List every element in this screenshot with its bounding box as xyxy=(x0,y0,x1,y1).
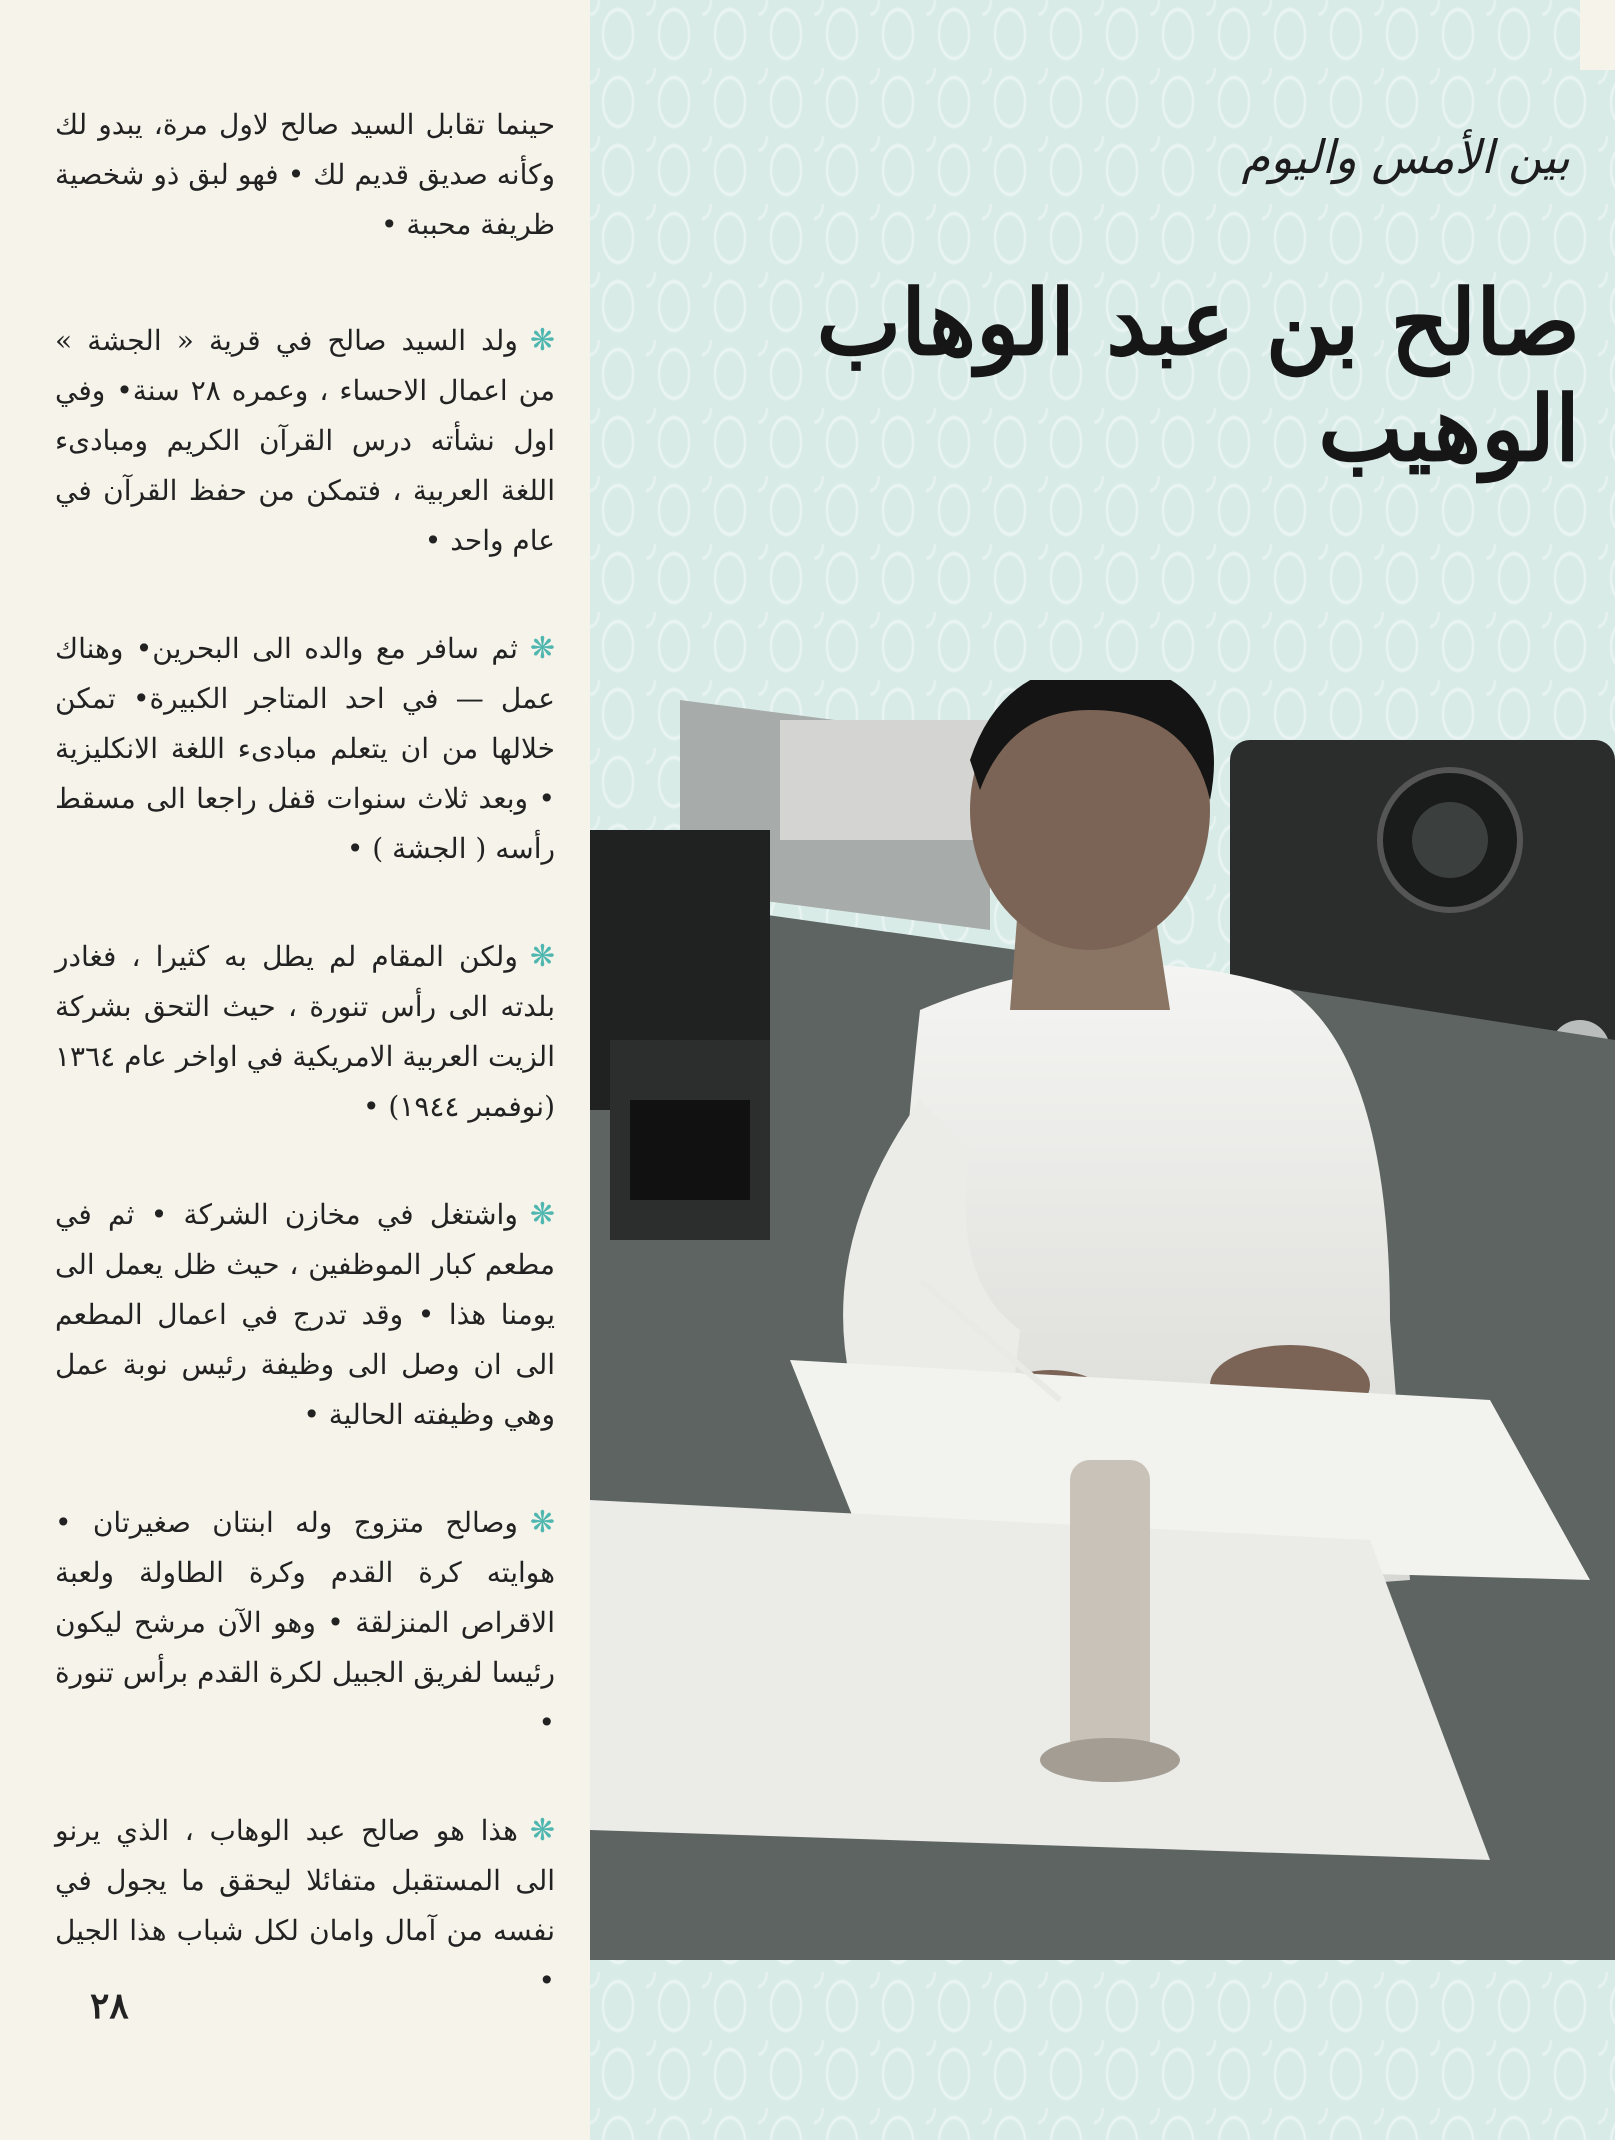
paragraph-text: هذا هو صالح عبد الوهاب ، الذي يرنو الى المستقبل متفائلا ليحقق ما يجول في نفسه من آمال وامان لكل شباب هذا الجيل • xyxy=(55,1814,555,1997)
page-corner xyxy=(1580,0,1615,70)
paragraph-family xyxy=(55,1498,555,1748)
paragraph-text: ولكن المقام لم يطل به كثيرا ، فغادر بلدته الى رأس تنورة ، حيث التحق بشركة الزيت العربية الامريكية في اواخر عام ١٣٦٤ (نوفمبر ١٩٤٤) • xyxy=(55,940,555,1123)
asterisk-bullet-icon: ❋ xyxy=(529,631,555,666)
article-body xyxy=(55,100,555,2064)
portrait-photo xyxy=(590,680,1615,1960)
paragraph-text: ثم سافر مع والده الى البحرين• وهناك عمل — في احد المتاجر الكبيرة• تمكن خلالها من ان يتعلم مبادىء اللغة الانكليزية • وبعد ثلاث سنوات قفل راجعا الى مسقط رأسه ( الجشة ) • xyxy=(55,632,555,865)
paragraph-work xyxy=(55,1190,555,1440)
paragraph-text: واشتغل في مخازن الشركة • ثم في مطعم كبار الموظفين ، حيث ظل يعمل الى يومنا هذا • وقد تدرج في اعمال المطعم الى ان وصل الى وظيفة رئيس نوبة عمل وهي وظيفته الحالية • xyxy=(55,1198,555,1431)
paragraph-bahrain xyxy=(55,624,555,874)
paragraph-ras-tanura xyxy=(55,932,555,1132)
asterisk-bullet-icon: ❋ xyxy=(529,1813,555,1848)
photo-illustration xyxy=(590,680,1615,1960)
intro-paragraph: حينما تقابل السيد صالح لاول مرة، يبدو لك وكأنه صديق قديم لك • فهو لبق ذو شخصية ظريفة محببة • xyxy=(55,108,555,241)
asterisk-bullet-icon: ❋ xyxy=(529,939,555,974)
page-number: ٢٨ xyxy=(90,1985,129,2027)
paragraph-birth xyxy=(55,316,555,566)
asterisk-bullet-icon: ❋ xyxy=(529,1197,555,1232)
asterisk-bullet-icon: ❋ xyxy=(529,323,555,358)
paragraph-closing xyxy=(55,1806,555,2006)
article-title: صالح بن عبد الوهاب الوهيب xyxy=(816,270,1580,482)
asterisk-bullet-icon: ❋ xyxy=(529,1505,555,1540)
paragraph-text: وصالح متزوج وله ابنتان صغيرتان • هوايته كرة القدم وكرة الطاولة ولعبة الاقراص المنزلقة • وهو الآن مرشح ليكون رئيسا لفريق الجبيل لكرة القدم برأس تنورة • xyxy=(55,1506,555,1739)
section-subtitle: بين الأمس واليوم xyxy=(1241,130,1570,184)
paragraph-text: ولد السيد صالح في قرية « الجشة » من اعمال الاحساء ، وعمره ٢٨ سنة• وفي اول نشأته درس القرآن الكريم ومبادىء اللغة العربية ، فتمكن من حفظ القرآن في عام واحد • xyxy=(55,324,555,557)
